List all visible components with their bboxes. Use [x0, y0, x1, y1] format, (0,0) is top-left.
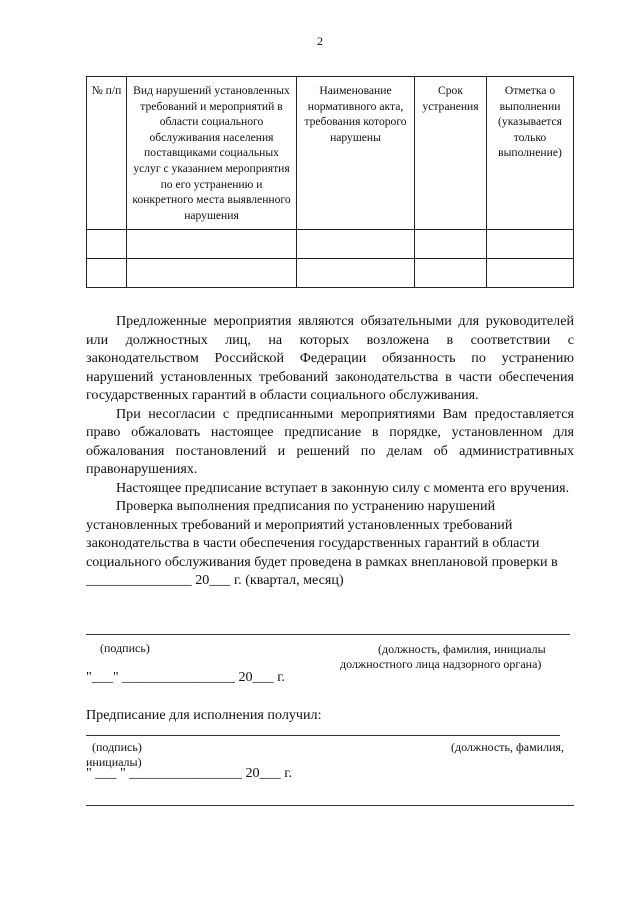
table-cell[interactable]	[127, 259, 297, 288]
header-violation-type: Вид нарушений установленных требований и мероприятий в области социального обслуживания населения поставщиками социальных услуг с указанием мероприятия по его устранению и конкретного места выявленного нарушения	[127, 77, 297, 230]
table-header-row	[87, 77, 574, 230]
bottom-line	[86, 805, 574, 806]
table-cell[interactable]	[415, 259, 487, 288]
table-cell[interactable]	[415, 230, 487, 259]
date-field[interactable]: " ___ " ________________ 20___ г.	[86, 765, 292, 781]
table-cell[interactable]	[297, 259, 415, 288]
table-row	[87, 259, 574, 288]
body-text	[86, 312, 574, 590]
table-cell[interactable]	[127, 230, 297, 259]
header-number: № п/п	[87, 77, 127, 230]
table-cell[interactable]	[487, 230, 574, 259]
table-cell[interactable]	[87, 230, 127, 259]
table-row	[87, 230, 574, 259]
table-cell[interactable]	[487, 259, 574, 288]
table-cell[interactable]	[87, 259, 127, 288]
position-label-line2: должностного лица надзорного органа)	[340, 657, 542, 671]
signature-line-inspector	[86, 634, 570, 635]
header-normative-act: Наименование нормативного акта, требования которого нарушены	[297, 77, 415, 230]
position-label: (должность, фамилия,	[451, 740, 565, 754]
date-field[interactable]: "___" ________________ 20___ г.	[86, 669, 285, 685]
paragraph-inspection: Проверка выполнения предписания по устранению нарушений установленных требований и мероприятий установленных требований законодательства в части обеспечения государственных гарантий в области социального обслуживания будет проведена в рамках внеплановой проверки в _______________ 20___ г. (квартал, месяц)	[86, 498, 558, 588]
position-label: (должность, фамилия, инициалы	[378, 642, 546, 656]
paragraph-effective: Настоящее предписание вступает в законную силу с момента его вручения.	[116, 479, 570, 496]
header-completion-mark: Отметка о выполнении (указывается только выполнение)	[487, 77, 574, 230]
paragraph-obligations: Предложенные мероприятия являются обязательными для руководителей или должностных лиц, на которых возложена в соответствии с законодательством Российской Федерации обязанность по устранению нарушений установленных требований законодательства в части обеспечения государственных гарантий в области социального обслуживания.	[86, 313, 574, 403]
initials-label: инициалы)	[86, 755, 142, 769]
received-label: Предписание для исполнения получил:	[86, 707, 322, 723]
violations-table	[86, 76, 574, 288]
signature-label: (подпись)	[92, 740, 142, 754]
signature-line-recipient	[86, 735, 560, 736]
header-deadline: Срок устранения	[415, 77, 487, 230]
table-cell[interactable]	[297, 230, 415, 259]
signature-label: (подпись)	[100, 641, 150, 655]
paragraph-appeal: При несогласии с предписанными мероприятиями Вам предоставляется право обжаловать настоящее предписание в порядке, установленном для обжалования постановлений и решений по делам об административных правонарушениях.	[86, 405, 574, 477]
page-number: 2	[317, 34, 323, 48]
